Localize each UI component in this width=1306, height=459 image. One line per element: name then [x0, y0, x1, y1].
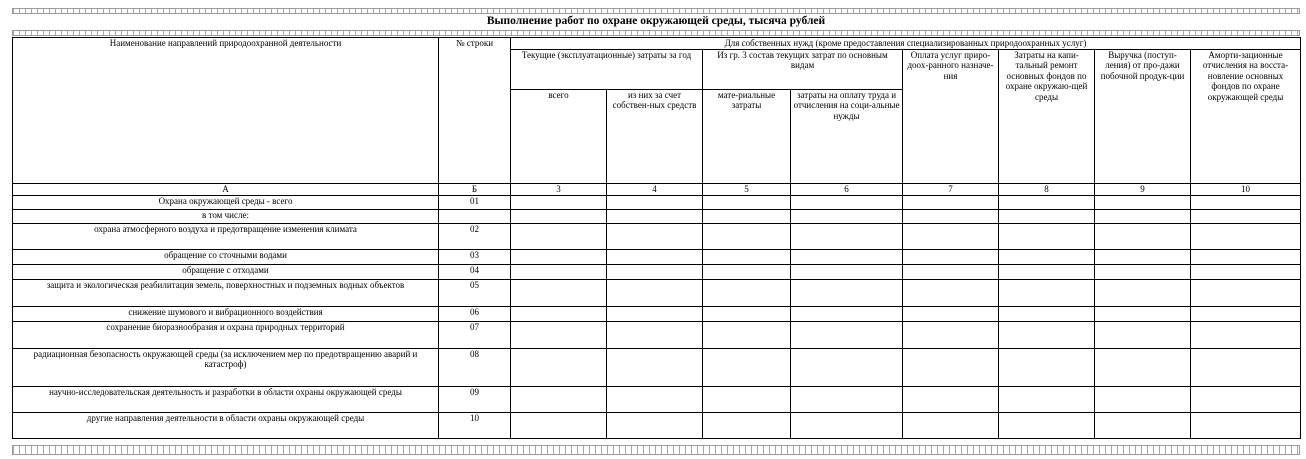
input-cell[interactable] — [1095, 412, 1191, 438]
row-name: радиационная безопасность окружающей среды (за исключением мер по предотвращению аварий и катастроф) — [13, 348, 439, 386]
input-cell[interactable] — [1191, 264, 1301, 279]
table-row — [13, 249, 1301, 264]
input-cell[interactable] — [999, 386, 1095, 412]
input-cell[interactable] — [607, 279, 703, 306]
input-cell[interactable] — [511, 249, 607, 264]
input-cell[interactable] — [903, 195, 999, 209]
input-cell[interactable] — [703, 321, 791, 348]
input-cell[interactable] — [511, 195, 607, 209]
header-current-costs: Текущие (эксплуатационные) затраты за год — [511, 49, 703, 89]
col-label: 7 — [903, 183, 999, 195]
input-cell[interactable] — [791, 279, 903, 306]
row-code — [439, 209, 511, 223]
input-cell[interactable] — [607, 195, 703, 209]
row-code: 10 — [439, 412, 511, 438]
input-cell[interactable] — [1095, 279, 1191, 306]
input-cell[interactable] — [1191, 412, 1301, 438]
row-name: Охрана окружающей среды - всего — [13, 195, 439, 209]
input-cell[interactable] — [903, 209, 999, 223]
input-cell[interactable] — [999, 249, 1095, 264]
row-name: обращение с отходами — [13, 264, 439, 279]
input-cell[interactable] — [1191, 223, 1301, 249]
input-cell[interactable] — [999, 412, 1095, 438]
input-cell[interactable] — [1095, 209, 1191, 223]
input-cell[interactable] — [903, 264, 999, 279]
input-cell[interactable] — [791, 223, 903, 249]
input-cell[interactable] — [1191, 386, 1301, 412]
input-cell[interactable] — [791, 249, 903, 264]
input-cell[interactable] — [703, 306, 791, 321]
input-cell[interactable] — [1095, 195, 1191, 209]
input-cell[interactable] — [791, 306, 903, 321]
input-cell[interactable] — [607, 223, 703, 249]
input-cell[interactable] — [1095, 306, 1191, 321]
input-cell[interactable] — [1191, 209, 1301, 223]
row-code: 02 — [439, 223, 511, 249]
input-cell[interactable] — [1191, 279, 1301, 306]
input-cell[interactable] — [511, 209, 607, 223]
row-name: научно-исследовательская деятельность и разработки в области охраны окружающей среды — [13, 386, 439, 412]
table-row — [13, 223, 1301, 249]
row-name: сохранение биоразнообразия и охрана природных территорий — [13, 321, 439, 348]
input-cell[interactable] — [511, 223, 607, 249]
row-name: в том числе: — [13, 209, 439, 223]
table-row — [13, 209, 1301, 223]
input-cell[interactable] — [999, 348, 1095, 386]
col-label: А — [13, 183, 439, 195]
input-cell[interactable] — [1095, 321, 1191, 348]
table-row — [13, 279, 1301, 306]
header-row-number: № строки — [439, 38, 511, 184]
input-cell[interactable] — [607, 264, 703, 279]
header-capital-repair: Затраты на капи-тальный ремонт основных фондов по охране окружаю-щей среды — [999, 49, 1095, 183]
header-own-needs: Для собственных нужд (кроме предоставления специализированных природоохранных услуг) — [511, 38, 1301, 50]
input-cell[interactable] — [511, 348, 607, 386]
col-label: 5 — [703, 183, 791, 195]
input-cell[interactable] — [791, 264, 903, 279]
input-cell[interactable] — [999, 209, 1095, 223]
input-cell[interactable] — [703, 195, 791, 209]
input-cell[interactable] — [903, 306, 999, 321]
header-total: всего — [511, 89, 607, 183]
header-depreciation: Аморти-зационные отчисления на восста-новление основных фондов по охране окружающей среды — [1191, 49, 1301, 183]
header-services: Оплата услуг приро-доох-ранного назначе-ния — [903, 49, 999, 183]
header-revenue: Выручка (поступ-ления) от про-дажи побочной продук-ции — [1095, 49, 1191, 183]
input-cell[interactable] — [607, 386, 703, 412]
input-cell[interactable] — [791, 321, 903, 348]
col-label: 4 — [607, 183, 703, 195]
input-cell[interactable] — [1191, 249, 1301, 264]
row-name: другие направления деятельности в области охраны окружающей среды — [13, 412, 439, 438]
input-cell[interactable] — [703, 249, 791, 264]
input-cell[interactable] — [703, 223, 791, 249]
input-cell[interactable] — [903, 279, 999, 306]
col-label: 3 — [511, 183, 607, 195]
header-own-funds: из них за счет собствен-ных средств — [607, 89, 703, 183]
input-cell[interactable] — [999, 195, 1095, 209]
input-cell[interactable] — [607, 209, 703, 223]
input-cell[interactable] — [1095, 249, 1191, 264]
row-name: охрана атмосферного воздуха и предотвращение изменения климата — [13, 223, 439, 249]
input-cell[interactable] — [1095, 223, 1191, 249]
input-cell[interactable] — [791, 386, 903, 412]
column-labels-row — [13, 183, 1301, 195]
row-code: 07 — [439, 321, 511, 348]
second-ruler — [12, 30, 1300, 36]
input-cell[interactable] — [999, 223, 1095, 249]
input-cell[interactable] — [903, 223, 999, 249]
input-cell[interactable] — [903, 412, 999, 438]
input-cell[interactable] — [511, 321, 607, 348]
input-cell[interactable] — [511, 264, 607, 279]
input-cell[interactable] — [1191, 306, 1301, 321]
col-label: 6 — [791, 183, 903, 195]
input-cell[interactable] — [791, 412, 903, 438]
col-label: 10 — [1191, 183, 1301, 195]
input-cell[interactable] — [607, 249, 703, 264]
input-cell[interactable] — [703, 412, 791, 438]
col-label: 9 — [1095, 183, 1191, 195]
input-cell[interactable] — [511, 279, 607, 306]
input-cell[interactable] — [903, 348, 999, 386]
input-cell[interactable] — [511, 386, 607, 412]
input-cell[interactable] — [903, 249, 999, 264]
table-row — [13, 195, 1301, 209]
row-code: 04 — [439, 264, 511, 279]
input-cell[interactable] — [1191, 348, 1301, 386]
input-cell[interactable] — [791, 348, 903, 386]
input-cell[interactable] — [607, 321, 703, 348]
row-name: снижение шумового и вибрационного воздействия — [13, 306, 439, 321]
col-label: Б — [439, 183, 511, 195]
input-cell[interactable] — [511, 412, 607, 438]
input-cell[interactable] — [903, 386, 999, 412]
input-cell[interactable] — [703, 209, 791, 223]
row-name: защита и экологическая реабилитация земель, поверхностных и подземных водных объектов — [13, 279, 439, 306]
table-row — [13, 306, 1301, 321]
row-code: 01 — [439, 195, 511, 209]
input-cell[interactable] — [1095, 264, 1191, 279]
table-row — [13, 321, 1301, 348]
input-cell[interactable] — [791, 209, 903, 223]
row-name: обращение со сточными водами — [13, 249, 439, 264]
row-code: 03 — [439, 249, 511, 264]
input-cell[interactable] — [511, 306, 607, 321]
input-cell[interactable] — [703, 348, 791, 386]
input-cell[interactable] — [607, 412, 703, 438]
input-cell[interactable] — [999, 264, 1095, 279]
row-code: 08 — [439, 348, 511, 386]
row-code: 05 — [439, 279, 511, 306]
input-cell[interactable] — [703, 386, 791, 412]
input-cell[interactable] — [607, 306, 703, 321]
input-cell[interactable] — [791, 195, 903, 209]
input-cell[interactable] — [999, 279, 1095, 306]
input-cell[interactable] — [1095, 386, 1191, 412]
header-name-column: Наименование направлений природоохранной деятельности — [13, 38, 439, 184]
input-cell[interactable] — [903, 321, 999, 348]
table-row — [13, 264, 1301, 279]
input-cell[interactable] — [1191, 195, 1301, 209]
row-code: 06 — [439, 306, 511, 321]
table-row — [13, 412, 1301, 438]
row-code: 09 — [439, 386, 511, 412]
input-cell[interactable] — [703, 279, 791, 306]
input-cell[interactable] — [607, 348, 703, 386]
header-materials: мате-риальные затраты — [703, 89, 791, 183]
col-label: 8 — [999, 183, 1095, 195]
page-title: Выполнение работ по охране окружающей среды, тысяча рублей — [486, 15, 826, 27]
data-table — [12, 37, 1301, 439]
header-cost-composition: Из гр. 3 состав текущих затрат по основным видам — [703, 49, 903, 89]
table-row — [13, 348, 1301, 386]
input-cell[interactable] — [999, 321, 1095, 348]
input-cell[interactable] — [703, 264, 791, 279]
input-cell[interactable] — [999, 306, 1095, 321]
input-cell[interactable] — [1095, 348, 1191, 386]
header-labor: затраты на оплату труда и отчисления на соци-альные нужды — [791, 89, 903, 183]
table-row — [13, 386, 1301, 412]
input-cell[interactable] — [1191, 321, 1301, 348]
bottom-ruler — [12, 445, 1300, 455]
